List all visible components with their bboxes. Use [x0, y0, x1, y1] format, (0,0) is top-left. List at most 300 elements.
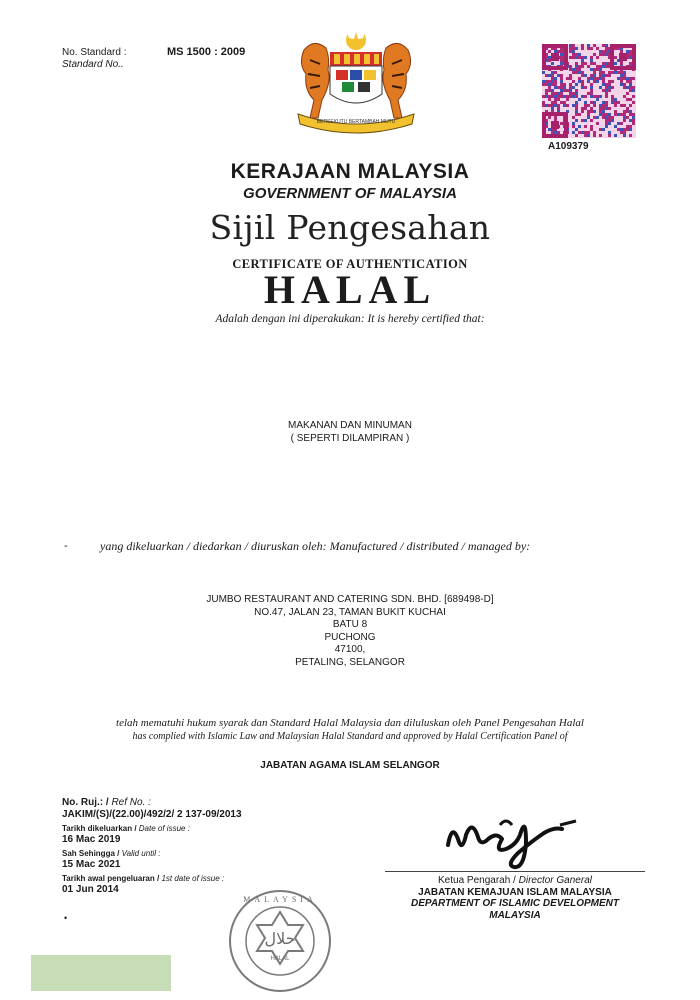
qr-module	[596, 56, 599, 59]
qr-module	[620, 62, 623, 65]
qr-module	[554, 80, 557, 83]
signature-icon	[440, 805, 600, 875]
qr-module	[545, 74, 548, 77]
qr-module	[560, 83, 563, 86]
qr-module	[557, 86, 560, 89]
qr-module	[590, 107, 593, 110]
qr-module	[629, 53, 632, 56]
qr-module	[629, 50, 632, 53]
qr-module	[554, 131, 557, 134]
qr-module	[629, 134, 632, 137]
qr-module	[560, 56, 563, 59]
qr-module	[629, 113, 632, 116]
qr-module	[602, 110, 605, 113]
qr-module	[548, 104, 551, 107]
qr-module	[581, 65, 584, 68]
qr-module	[632, 113, 635, 116]
qr-module	[608, 131, 611, 134]
qr-module	[599, 77, 602, 80]
qr-module	[575, 128, 578, 131]
company-name: JUMBO RESTAURANT AND CATERING SDN. BHD. [689498-D]	[206, 594, 494, 605]
qr-module	[620, 122, 623, 125]
qr-module	[602, 107, 605, 110]
qr-module	[632, 116, 635, 119]
qr-module	[602, 53, 605, 56]
qr-module	[614, 134, 617, 137]
qr-module	[632, 95, 635, 98]
qr-module	[599, 65, 602, 68]
qr-module	[593, 104, 596, 107]
director-title: Ketua Pengarah / Director Ganeral	[438, 875, 592, 886]
valid-until-value: 15 Mac 2021	[62, 859, 121, 870]
qr-module	[563, 83, 566, 86]
qr-module	[629, 80, 632, 83]
qr-module	[593, 95, 596, 98]
qr-module	[605, 53, 608, 56]
qr-module	[554, 98, 557, 101]
qr-module	[554, 50, 557, 53]
qr-module	[590, 95, 593, 98]
qr-module	[629, 77, 632, 80]
qr-module	[629, 86, 632, 89]
qr-module	[560, 74, 563, 77]
qr-module	[623, 113, 626, 116]
qr-module	[575, 56, 578, 59]
qr-module	[593, 71, 596, 74]
qr-module	[611, 101, 614, 104]
qr-module	[548, 80, 551, 83]
qr-module	[599, 50, 602, 53]
qr-module	[569, 86, 572, 89]
qr-module	[551, 89, 554, 92]
qr-module	[626, 116, 629, 119]
qr-module	[599, 71, 602, 74]
qr-module	[542, 83, 545, 86]
qr-module	[572, 56, 575, 59]
qr-module	[584, 74, 587, 77]
department-name-ms: JABATAN KEMAJUAN ISLAM MALAYSIA	[418, 886, 612, 898]
qr-module	[593, 134, 596, 137]
qr-module	[617, 122, 620, 125]
qr-module	[575, 65, 578, 68]
qr-module	[572, 80, 575, 83]
qr-module	[569, 68, 572, 71]
qr-module	[581, 56, 584, 59]
qr-module	[617, 71, 620, 74]
certificate-title-ms: Sijil Pengesahan	[209, 208, 491, 247]
qr-module	[602, 77, 605, 80]
qr-module	[560, 101, 563, 104]
qr-module	[605, 74, 608, 77]
qr-module	[626, 92, 629, 95]
compliance-statement-en: has complied with Islamic Law and Malaysian Halal Standard and approved by Halal Certification Panel of	[132, 731, 568, 742]
qr-module	[605, 83, 608, 86]
qr-module	[608, 116, 611, 119]
qr-module	[569, 56, 572, 59]
qr-module	[590, 119, 593, 122]
qr-module	[596, 68, 599, 71]
qr-module	[590, 59, 593, 62]
qr-module	[581, 110, 584, 113]
qr-module	[626, 107, 629, 110]
qr-module	[608, 71, 611, 74]
halal-title: HALAL	[263, 267, 437, 312]
qr-module	[569, 77, 572, 80]
qr-module	[602, 116, 605, 119]
qr-module	[542, 95, 545, 98]
qr-module	[554, 77, 557, 80]
qr-module	[596, 65, 599, 68]
qr-module	[557, 50, 560, 53]
qr-module	[581, 47, 584, 50]
certifying-agency: JABATAN AGAMA ISLAM SELANGOR	[260, 760, 440, 771]
company-address-line1: NO.47, JALAN 23, TAMAN BUKIT KUCHAI	[254, 606, 446, 618]
qr-module	[581, 119, 584, 122]
qr-module	[587, 80, 590, 83]
qr-module	[608, 86, 611, 89]
qr-module	[578, 53, 581, 56]
qr-module	[617, 77, 620, 80]
certified-statement: Adalah dengan ini diperakukan: It is hereby certified that:	[215, 313, 485, 325]
qr-module	[548, 56, 551, 59]
qr-module	[611, 95, 614, 98]
qr-module	[602, 74, 605, 77]
qr-module	[560, 62, 563, 65]
qr-module	[614, 98, 617, 101]
director-block	[395, 875, 635, 921]
department-name-en: DEPARTMENT OF ISLAMIC DEVELOPMENT MALAYSIA	[411, 898, 619, 921]
qr-module	[632, 119, 635, 122]
qr-module	[578, 56, 581, 59]
qr-module	[620, 131, 623, 134]
qr-module	[605, 86, 608, 89]
qr-module	[623, 83, 626, 86]
qr-module	[551, 92, 554, 95]
compliance-statement-ms: telah mematuhi hukum syarak dan Standard Halal Malaysia dan diluluskan oleh Panel Pengesahan Halal	[116, 717, 584, 729]
qr-module	[560, 92, 563, 95]
qr-module	[569, 83, 572, 86]
qr-module	[593, 77, 596, 80]
qr-module	[617, 101, 620, 104]
qr-module	[602, 65, 605, 68]
standard-label	[62, 47, 126, 71]
qr-module	[587, 116, 590, 119]
qr-module	[545, 92, 548, 95]
qr-module	[629, 119, 632, 122]
crest-motto: BERSEKUTU BERTAMBAH MUTU	[316, 119, 396, 125]
qr-module	[593, 110, 596, 113]
qr-module	[551, 101, 554, 104]
qr-module	[551, 71, 554, 74]
qr-module	[572, 92, 575, 95]
qr-module	[569, 89, 572, 92]
qr-module	[614, 71, 617, 74]
qr-module	[572, 131, 575, 134]
qr-module	[581, 83, 584, 86]
qr-module	[611, 119, 614, 122]
qr-module	[584, 56, 587, 59]
qr-module	[596, 116, 599, 119]
qr-module	[581, 86, 584, 89]
standard-value: MS 1500 : 2009	[167, 46, 246, 58]
qr-module	[608, 134, 611, 137]
qr-module	[626, 86, 629, 89]
qr-module	[563, 86, 566, 89]
qr-module	[614, 101, 617, 104]
qr-module	[602, 83, 605, 86]
qr-module	[590, 128, 593, 131]
qr-module	[557, 92, 560, 95]
qr-module	[632, 101, 635, 104]
qr-module	[623, 74, 626, 77]
qr-module	[581, 95, 584, 98]
halal-logo-ring-text: MALAYSIA	[243, 895, 317, 904]
qr-module	[593, 74, 596, 77]
qr-module	[554, 101, 557, 104]
qr-module	[578, 77, 581, 80]
qr-module	[542, 101, 545, 104]
qr-module	[590, 56, 593, 59]
qr-module	[557, 104, 560, 107]
qr-module	[575, 113, 578, 116]
qr-module	[575, 134, 578, 137]
qr-module	[563, 104, 566, 107]
qr-module	[608, 119, 611, 122]
qr-module	[599, 53, 602, 56]
qr-module	[548, 50, 551, 53]
qr-module	[569, 74, 572, 77]
qr-module	[596, 47, 599, 50]
qr-module	[578, 71, 581, 74]
qr-module	[620, 71, 623, 74]
qr-module	[572, 125, 575, 128]
qr-module	[587, 47, 590, 50]
product-block	[0, 419, 700, 445]
qr-module	[617, 113, 620, 116]
qr-module	[608, 113, 611, 116]
qr-module	[581, 131, 584, 134]
qr-module	[578, 65, 581, 68]
qr-module	[587, 113, 590, 116]
qr-module	[542, 71, 545, 74]
qr-module	[605, 125, 608, 128]
qr-module	[608, 107, 611, 110]
qr-module	[599, 95, 602, 98]
qr-module	[626, 50, 629, 53]
qr-module	[572, 53, 575, 56]
qr-module	[581, 71, 584, 74]
qr-module	[590, 110, 593, 113]
qr-module	[554, 71, 557, 74]
qr-module	[560, 95, 563, 98]
qr-module	[563, 101, 566, 104]
qr-module	[605, 95, 608, 98]
qr-module	[554, 116, 557, 119]
qr-module	[551, 77, 554, 80]
qr-module	[599, 104, 602, 107]
qr-module	[584, 62, 587, 65]
qr-module	[575, 47, 578, 50]
qr-module	[587, 92, 590, 95]
qr-module	[626, 98, 629, 101]
qr-module	[596, 122, 599, 125]
qr-module	[620, 74, 623, 77]
title-government-ms: KERAJAAN MALAYSIA	[230, 160, 470, 183]
qr-module	[584, 101, 587, 104]
qr-module	[566, 95, 569, 98]
qr-module	[593, 131, 596, 134]
qr-module	[605, 89, 608, 92]
qr-module	[614, 62, 617, 65]
title-government-en: GOVERNMENT OF MALAYSIA	[243, 185, 457, 202]
qr-module	[548, 89, 551, 92]
qr-module	[569, 65, 572, 68]
qr-module	[596, 80, 599, 83]
qr-module	[572, 50, 575, 53]
qr-module	[590, 77, 593, 80]
qr-module	[614, 56, 617, 59]
qr-module	[551, 107, 554, 110]
qr-module	[569, 92, 572, 95]
qr-module	[602, 128, 605, 131]
qr-module	[584, 95, 587, 98]
qr-module	[584, 107, 587, 110]
qr-module	[572, 95, 575, 98]
qr-module	[623, 110, 626, 113]
qr-module	[626, 80, 629, 83]
qr-module	[590, 47, 593, 50]
qr-module	[554, 83, 557, 86]
qr-module	[584, 104, 587, 107]
qr-module	[551, 95, 554, 98]
qr-module	[599, 107, 602, 110]
qr-module	[623, 95, 626, 98]
qr-module	[626, 110, 629, 113]
qr-module	[551, 80, 554, 83]
certificate-details	[62, 797, 242, 899]
qr-module	[587, 134, 590, 137]
qr-module	[605, 113, 608, 116]
qr-module	[590, 68, 593, 71]
qr-module	[611, 116, 614, 119]
product-name: MAKANAN DAN MINUMAN	[288, 420, 412, 431]
qr-module	[590, 125, 593, 128]
qr-module	[599, 134, 602, 137]
qr-module	[602, 104, 605, 107]
qr-module	[578, 80, 581, 83]
qr-module	[554, 92, 557, 95]
qr-module	[569, 44, 572, 47]
qr-module	[575, 101, 578, 104]
company-address-line3: PUCHONG	[324, 631, 376, 643]
qr-module	[605, 122, 608, 125]
qr-module	[590, 89, 593, 92]
qr-module	[623, 119, 626, 122]
qr-module	[560, 80, 563, 83]
qr-module	[575, 71, 578, 74]
qr-module	[584, 131, 587, 134]
qr-module	[548, 128, 551, 131]
qr-module	[548, 83, 551, 86]
qr-module	[623, 131, 626, 134]
qr-module	[623, 86, 626, 89]
qr-module	[560, 59, 563, 62]
qr-module	[548, 95, 551, 98]
qr-module	[602, 50, 605, 53]
qr-module	[623, 128, 626, 131]
qr-module	[560, 86, 563, 89]
qr-module	[581, 59, 584, 62]
security-hologram	[31, 955, 171, 991]
qr-module	[629, 125, 632, 128]
qr-module	[605, 47, 608, 50]
qr-module	[623, 116, 626, 119]
qr-module	[611, 86, 614, 89]
qr-module	[593, 68, 596, 71]
qr-module	[581, 107, 584, 110]
qr-module	[599, 68, 602, 71]
qr-module	[572, 68, 575, 71]
qr-module	[629, 128, 632, 131]
qr-module	[623, 134, 626, 137]
qr-module	[620, 104, 623, 107]
qr-module	[581, 62, 584, 65]
halal-logo-arabic: حلال	[264, 929, 296, 948]
qr-module	[572, 116, 575, 119]
qr-module	[605, 101, 608, 104]
qr-module	[629, 83, 632, 86]
first-issue-value: 01 Jun 2014	[62, 884, 119, 895]
qr-module	[548, 98, 551, 101]
qr-module	[614, 110, 617, 113]
qr-module	[605, 107, 608, 110]
qr-module	[611, 98, 614, 101]
valid-until-label: Sah Sehingga / Valid until :	[62, 849, 161, 858]
qr-module	[602, 113, 605, 116]
qr-module	[560, 77, 563, 80]
qr-module	[611, 80, 614, 83]
qr-module	[602, 101, 605, 104]
qr-module	[596, 98, 599, 101]
dash-mark: -	[64, 540, 68, 552]
qr-module	[560, 122, 563, 125]
qr-module	[605, 62, 608, 65]
qr-module	[578, 131, 581, 134]
qr-module	[575, 68, 578, 71]
qr-module	[587, 77, 590, 80]
standard-label-ms: No. Standard :	[62, 47, 127, 58]
qr-module	[542, 104, 545, 107]
qr-module	[575, 119, 578, 122]
qr-module	[632, 77, 635, 80]
qr-module	[629, 62, 632, 65]
qr-module	[578, 68, 581, 71]
qr-module	[599, 113, 602, 116]
qr-module	[602, 80, 605, 83]
qr-module	[584, 125, 587, 128]
qr-module	[575, 92, 578, 95]
qr-module	[587, 131, 590, 134]
qr-module	[620, 83, 623, 86]
qr-module	[620, 50, 623, 53]
product-note: ( SEPERTI DILAMPIRAN )	[290, 433, 410, 444]
qr-module	[563, 89, 566, 92]
qr-module	[620, 113, 623, 116]
qr-module	[569, 47, 572, 50]
qr-module	[608, 89, 611, 92]
company-address-line4: 47100,	[334, 644, 366, 655]
qr-module	[575, 95, 578, 98]
